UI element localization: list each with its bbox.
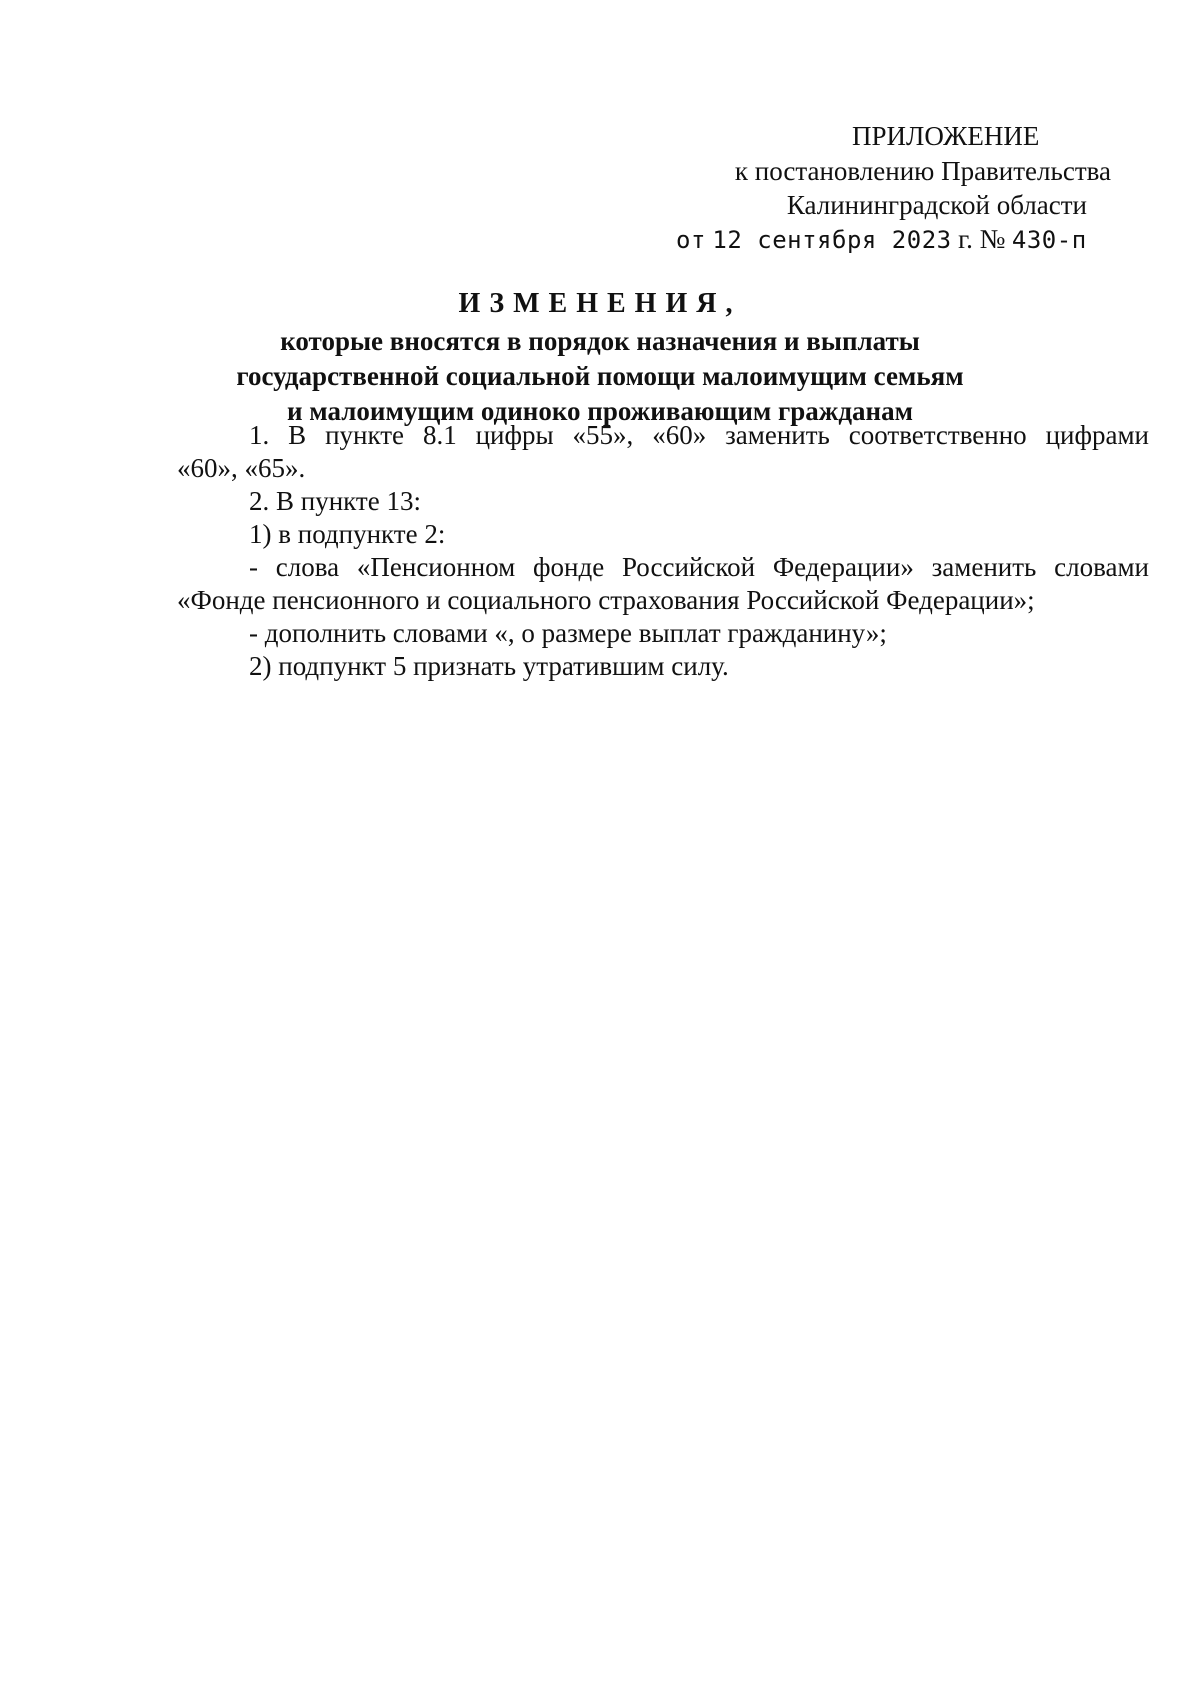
date-suffix: г. №: [958, 224, 1006, 254]
subtitle-line: которые вносятся в порядок назначения и выплаты: [280, 326, 920, 356]
subtitle-line: государственной социальной помощи малоимущим семьям: [236, 361, 964, 391]
document-subtitle: [0, 324, 1200, 429]
resolution-number: 430-п: [1011, 226, 1087, 254]
appendix-line-region: Калининградской области: [786, 190, 1087, 220]
paragraph-6: 2) подпункт 5 признать утратившим силу.: [249, 651, 729, 681]
subtitle-line: и малоимущим одиноко проживающим гражданам: [287, 396, 913, 426]
appendix-heading: ПРИЛОЖЕНИЕ: [852, 121, 1040, 151]
paragraph-2: 2. В пункте 13:: [249, 486, 421, 516]
date-prefix: от: [676, 226, 706, 254]
paragraph-4-line-1: - слова «Пенсионном фонде Российской Федерации» заменить словами: [249, 552, 1149, 582]
paragraph-4-line-2: «Фонде пенсионного и социального страхования Российской Федерации»;: [177, 585, 1035, 615]
document-title: ИЗМЕНЕНИЯ,: [458, 288, 742, 319]
paragraph-3: 1) в подпункте 2:: [249, 519, 446, 549]
appendix-date-line: [676, 222, 1087, 257]
paragraph-1-line-1: 1. В пункте 8.1 цифры «55», «60» заменить соответственно цифрами: [249, 420, 1149, 450]
appendix-line-resolution: к постановлению Правительства: [734, 156, 1111, 186]
date-value: 12 сентября 2023: [712, 226, 952, 254]
paragraph-1-line-2: «60», «65».: [177, 453, 306, 483]
paragraph-5: - дополнить словами «, о размере выплат гражданину»;: [249, 618, 887, 648]
document-body: [177, 419, 1149, 683]
